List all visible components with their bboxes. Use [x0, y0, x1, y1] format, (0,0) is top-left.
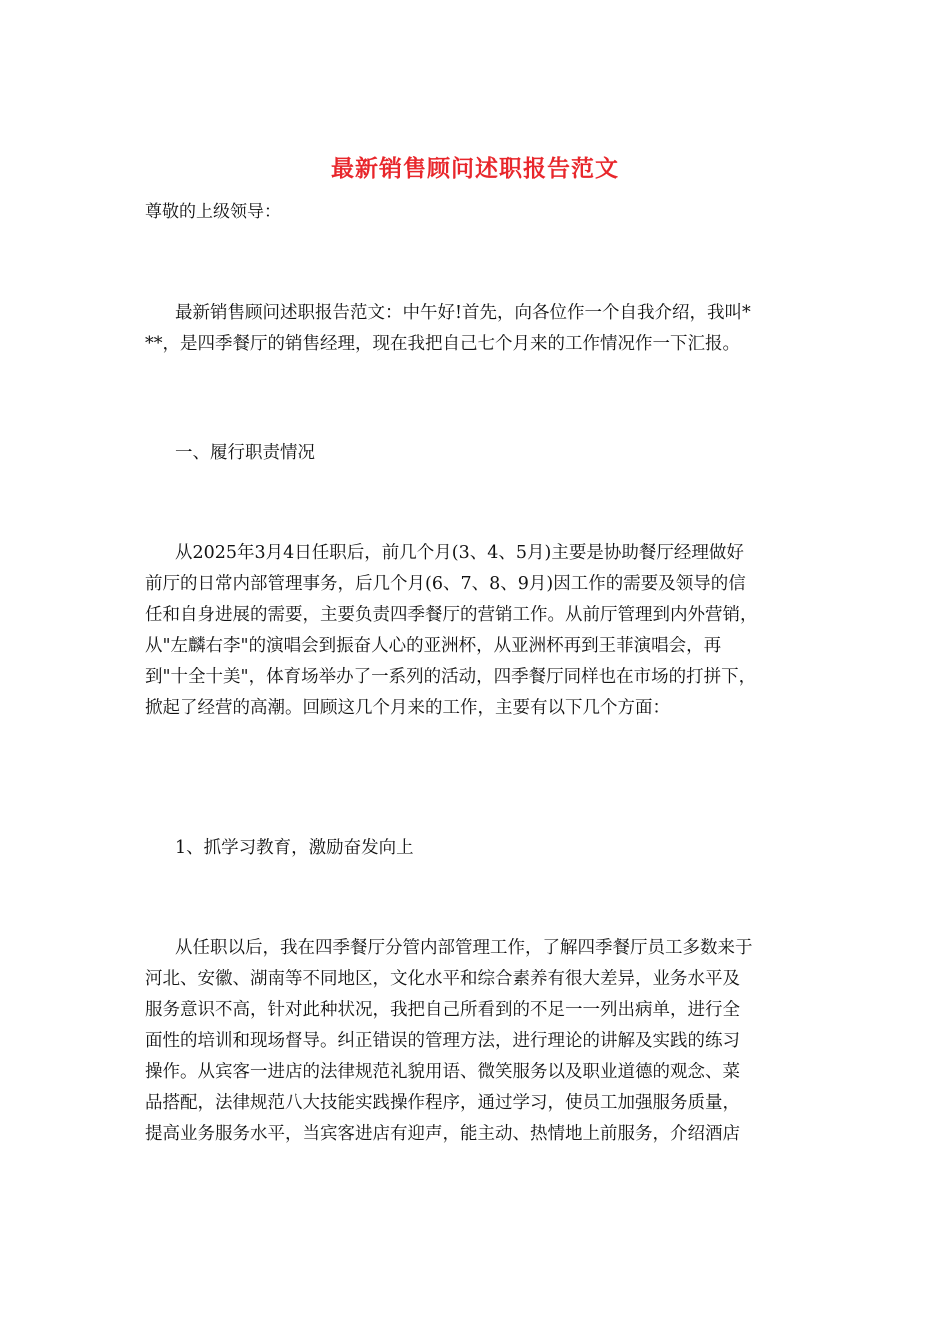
paragraph-line: 河北、安徽、湖南等不同地区，文化水平和综合素养有很大差异，业务水平及: [145, 969, 740, 989]
paragraph-line: 前厅的日常内部管理事务，后几个月(6、7、8、9月)因工作的需要及领导的信: [145, 574, 746, 594]
paragraph-line: 从"左麟右李"的演唱会到振奋人心的亚洲杯，从亚洲杯再到王菲演唱会，再: [145, 636, 722, 656]
paragraph-line: 面性的培训和现场督导。纠正错误的管理方法，进行理论的讲解及实践的练习: [145, 1031, 740, 1051]
paragraph-line: 品搭配，法律规范八大技能实践操作程序，通过学习，使员工加强服务质量，: [145, 1093, 740, 1113]
paragraph-line: 最新销售顾问述职报告范文：中午好!首先，向各位作一个自我介绍，我叫*: [175, 303, 751, 323]
subsection-paragraph: [145, 933, 810, 1150]
paragraph-line: 到"十全十美"，体育场举办了一系列的活动，四季餐厅同样也在市场的打拼下，: [145, 667, 757, 687]
paragraph-line: 服务意识不高，针对此种状况，我把自己所看到的不足一一列出病单，进行全: [145, 1000, 740, 1020]
section-paragraph: [145, 538, 810, 724]
document-title: 最新销售顾问述职报告范文: [331, 155, 619, 182]
paragraph-line: 掀起了经营的高潮。回顾这几个月来的工作，主要有以下几个方面：: [145, 698, 670, 718]
salutation: 尊敬的上级领导：: [145, 202, 281, 222]
paragraph-line: 任和自身进展的需要，主要负责四季餐厅的营销工作。从前厅管理到内外营销，: [145, 605, 758, 625]
intro-paragraph: [145, 298, 810, 360]
paragraph-line: 从2025年3月4日任职后，前几个月(3、4、5月)主要是协助餐厅经理做好: [175, 543, 744, 563]
section-heading: 一、履行职责情况: [175, 443, 315, 463]
paragraph-line: 从任职以后，我在四季餐厅分管内部管理工作，了解四季餐厅员工多数来于: [175, 938, 753, 958]
paragraph-line: 操作。从宾客一进店的法律规范礼貌用语、微笑服务以及职业道德的观念、菜: [145, 1062, 740, 1082]
paragraph-line: 提高业务服务水平，当宾客进店有迎声，能主动、热情地上前服务，介绍酒店: [145, 1124, 740, 1144]
subsection-heading: 1、抓学习教育，激励奋发向上: [175, 838, 414, 858]
paragraph-line: **，是四季餐厅的销售经理，现在我把自己七个月来的工作情况作一下汇报。: [145, 334, 740, 354]
